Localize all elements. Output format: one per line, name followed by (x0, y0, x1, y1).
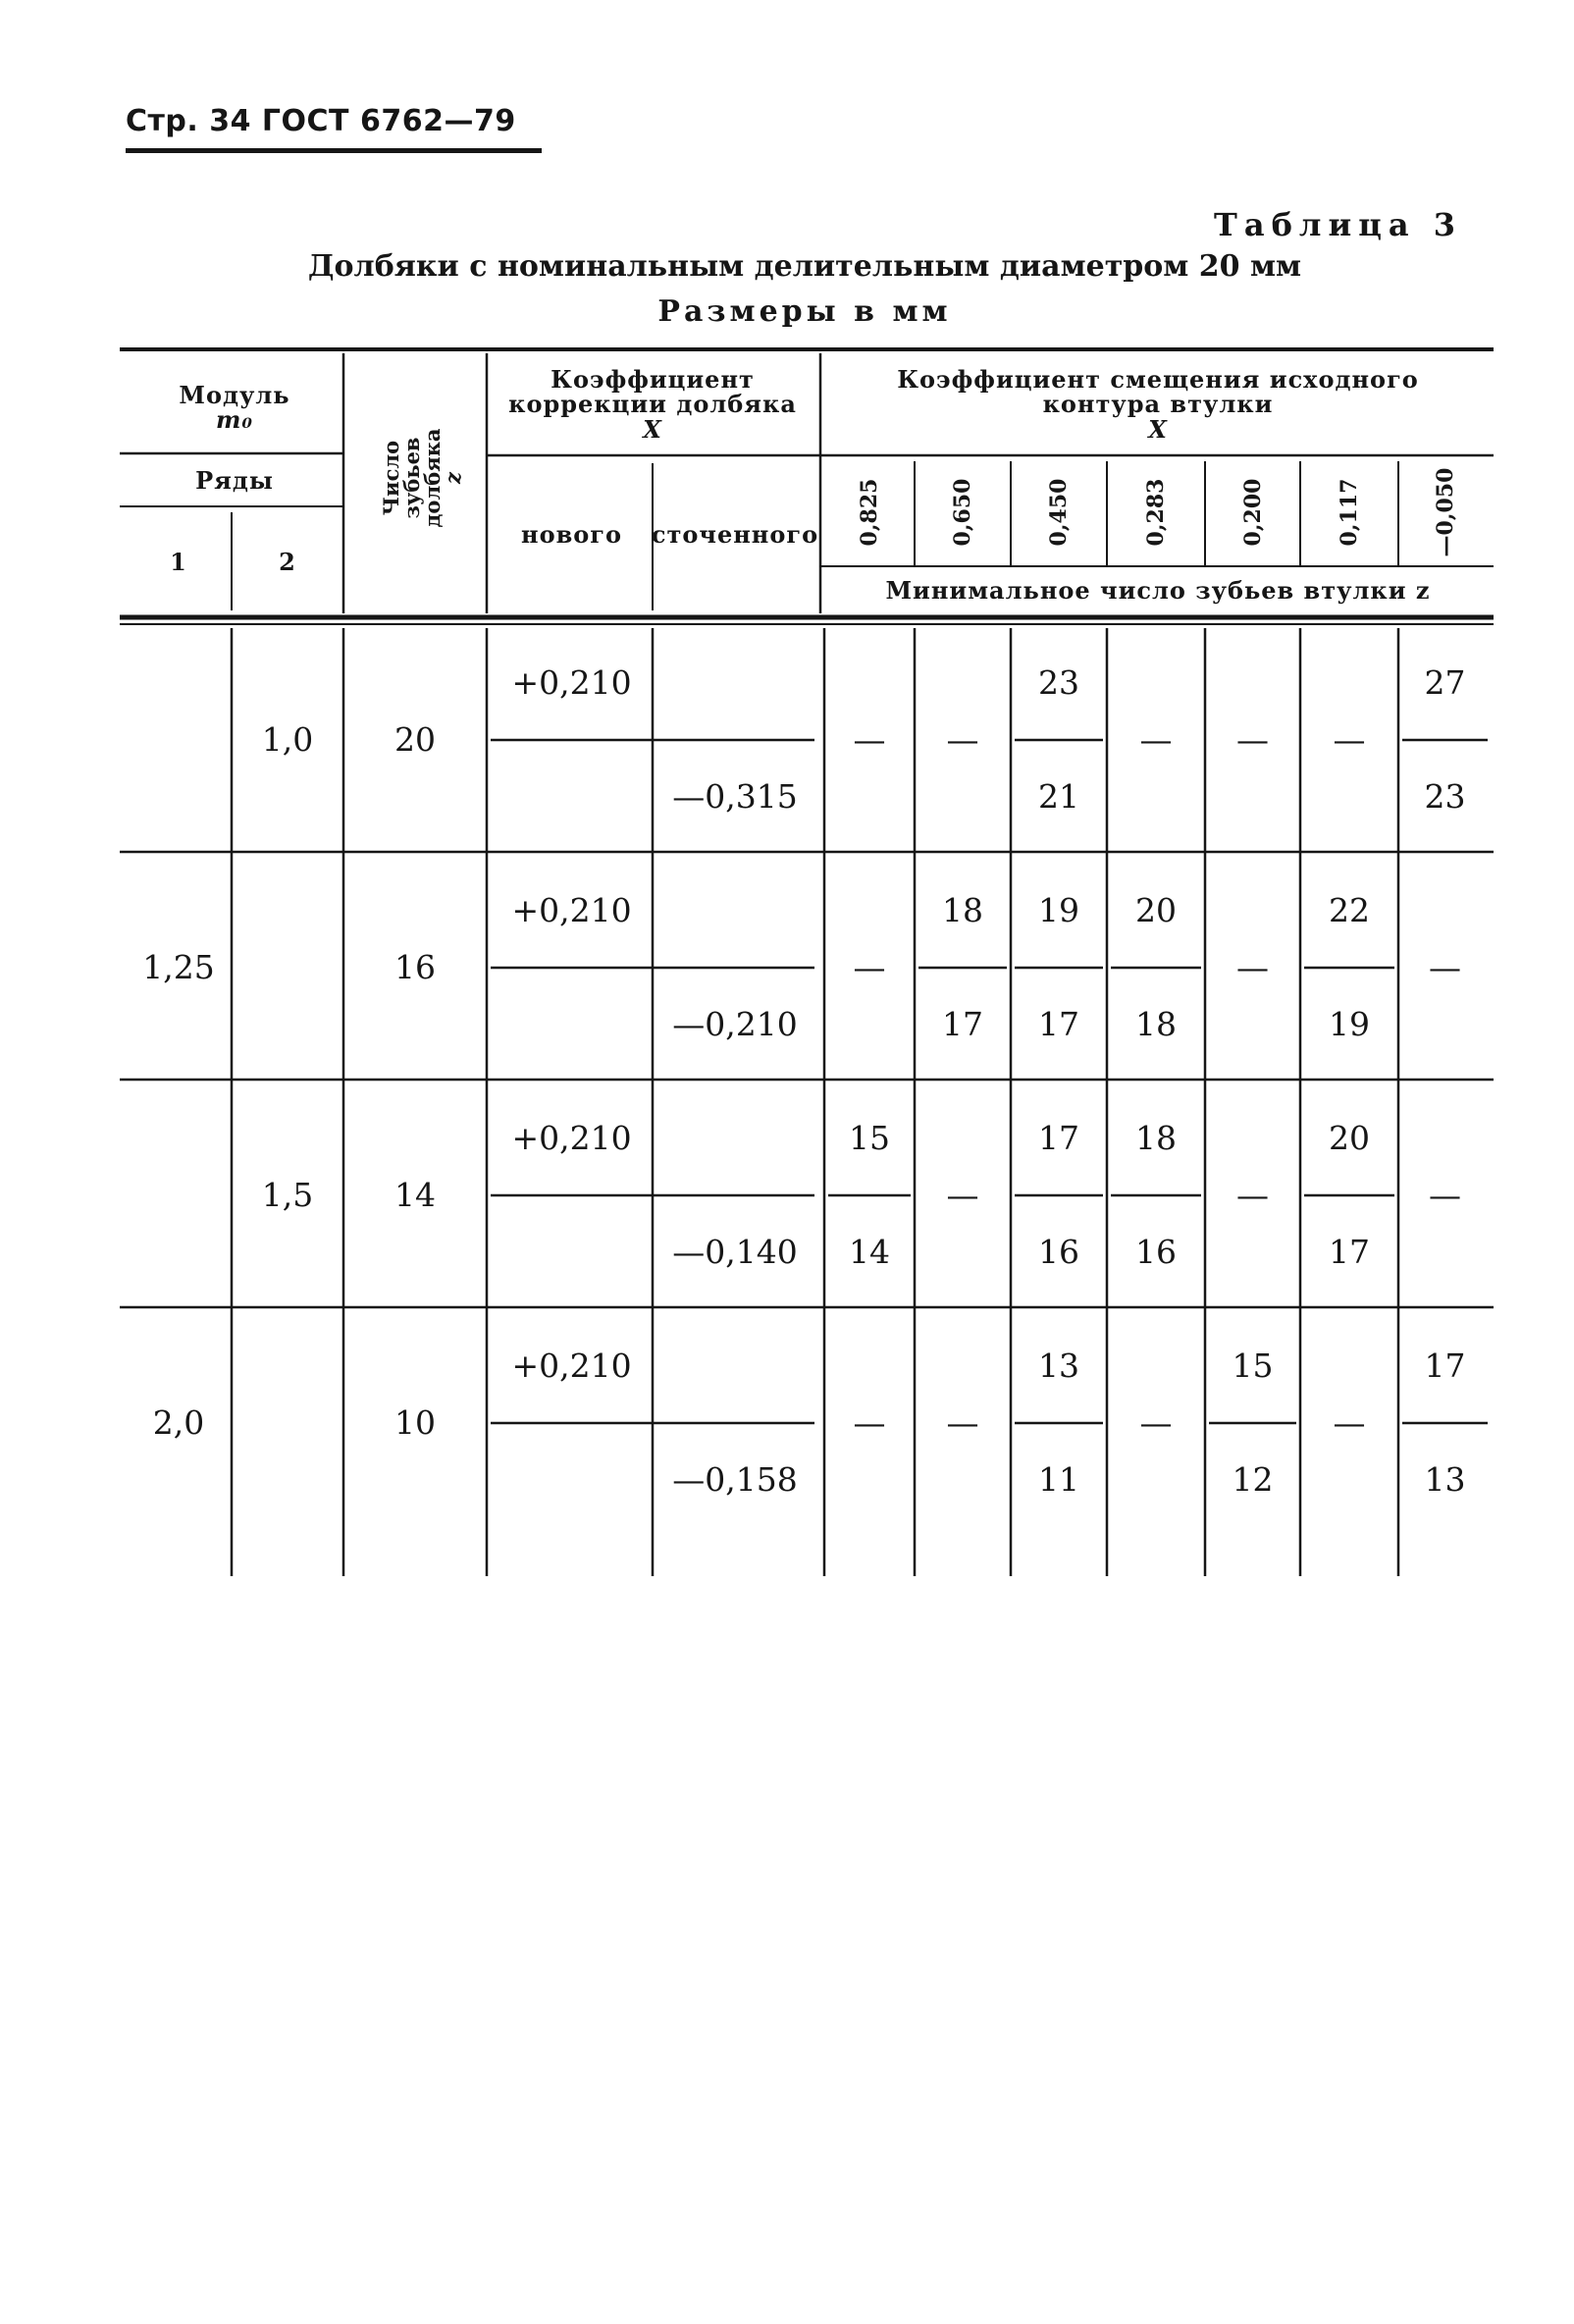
module-row1-value: 2,0 (152, 1402, 205, 1442)
min-teeth-bottom: 12 (1232, 1459, 1274, 1499)
ground-header: сточенного (651, 520, 819, 550)
min-teeth-top: 18 (942, 890, 983, 929)
empty-dash: — (1333, 719, 1366, 759)
row2-label: 2 (279, 548, 296, 577)
new-coefficient: +0,210 (511, 890, 632, 929)
teeth-value: 16 (394, 947, 436, 986)
min-teeth-bottom: 17 (1329, 1232, 1370, 1271)
shift-value-header: 0,283 (1143, 478, 1169, 547)
row1-label: 1 (170, 548, 187, 577)
min-teeth-bottom: 16 (1038, 1232, 1079, 1271)
empty-dash: — (853, 719, 886, 759)
empty-dash: — (1139, 1402, 1173, 1442)
new-header: нового (521, 520, 622, 550)
min-teeth-bottom: 14 (849, 1232, 890, 1271)
min-teeth-header: Минимальное число зубьев втулки z (885, 576, 1431, 606)
shift-value-header: 0,200 (1239, 478, 1266, 547)
empty-dash: — (1333, 1402, 1366, 1442)
shift-value-header: 0,650 (950, 478, 975, 547)
teeth-value: 14 (394, 1175, 436, 1214)
empty-dash: — (1236, 947, 1269, 986)
correction-header (491, 355, 814, 453)
min-teeth-bottom: 17 (942, 1004, 983, 1043)
correction-symbol: X (643, 414, 662, 444)
module-header (126, 363, 343, 451)
min-teeth-top: 13 (1038, 1346, 1079, 1385)
min-teeth-top: 22 (1329, 890, 1370, 929)
min-teeth-top: 18 (1135, 1118, 1177, 1157)
empty-dash: — (1236, 719, 1269, 759)
empty-dash: — (946, 1402, 979, 1442)
min-teeth-top: 20 (1329, 1118, 1370, 1157)
teeth-symbol: z (441, 472, 465, 484)
min-teeth-top: 23 (1038, 662, 1079, 702)
empty-dash: — (1139, 719, 1173, 759)
min-teeth-top: 17 (1424, 1346, 1466, 1385)
correction-title: Коэффициент коррекции долбяка (508, 365, 797, 419)
empty-dash: — (946, 719, 979, 759)
teeth-value: 20 (394, 719, 436, 759)
min-teeth-bottom: 16 (1135, 1232, 1177, 1271)
rows-label: Ряды (195, 466, 274, 496)
ground-coefficient: —0,140 (672, 1232, 798, 1271)
min-teeth-top: 19 (1038, 890, 1079, 929)
min-teeth-bottom: 23 (1424, 776, 1466, 816)
min-teeth-top: 20 (1135, 890, 1177, 929)
new-coefficient: +0,210 (511, 662, 632, 702)
empty-dash: — (853, 1402, 886, 1442)
shift-value-header: 0,450 (1046, 478, 1072, 547)
new-coefficient: +0,210 (511, 1346, 632, 1385)
min-teeth-bottom: 17 (1038, 1004, 1079, 1043)
teeth-value: 10 (394, 1402, 436, 1442)
module-row1-value (126, 1082, 232, 1309)
units-note: Размеры в мм (657, 294, 952, 329)
module-row2-value: 1,0 (261, 719, 314, 759)
empty-dash: — (853, 947, 886, 986)
shift-value-header: 0,825 (857, 478, 882, 547)
shift-value-header: —0,050 (1432, 467, 1458, 557)
empty-dash: — (946, 1175, 979, 1214)
min-teeth-top: 15 (1232, 1346, 1274, 1385)
page-header: Стр. 34 ГОСТ 6762—79 (126, 104, 516, 138)
ground-coefficient: —0,315 (672, 776, 798, 816)
module-row1-value (126, 626, 232, 854)
empty-dash: — (1429, 947, 1461, 986)
table-caption: Долбяки с номинальным делительным диаметром 20 мм (307, 249, 1302, 284)
min-teeth-bottom: 13 (1424, 1459, 1466, 1499)
module-symbol: m₀ (216, 405, 253, 434)
teeth-count-header (379, 404, 465, 552)
min-teeth-bottom: 21 (1038, 776, 1079, 816)
min-teeth-bottom: 18 (1135, 1004, 1177, 1043)
ground-coefficient: —0,210 (672, 1004, 798, 1043)
min-teeth-top: 17 (1038, 1118, 1079, 1157)
empty-dash: — (1429, 1175, 1461, 1214)
min-teeth-top: 27 (1424, 662, 1466, 702)
new-coefficient: +0,210 (511, 1118, 632, 1157)
min-teeth-top: 15 (849, 1118, 890, 1157)
ground-coefficient: —0,158 (672, 1459, 798, 1499)
shift-header (824, 355, 1492, 453)
min-teeth-bottom: 11 (1038, 1459, 1079, 1499)
header-rule (126, 148, 542, 153)
shift-value-header: 0,117 (1337, 478, 1362, 547)
empty-dash: — (1236, 1175, 1269, 1214)
teeth-count-label: Число зубьев долбяка (379, 428, 445, 528)
module-title: Модуль (179, 380, 290, 409)
module-row1-value: 1,25 (142, 947, 215, 986)
module-row2-value (232, 1309, 343, 1537)
module-row2-value (232, 854, 343, 1082)
module-row2-value: 1,5 (261, 1175, 314, 1214)
table-number: Таблица 3 (1214, 206, 1462, 243)
shift-symbol: X (1148, 414, 1168, 444)
min-teeth-bottom: 19 (1329, 1004, 1370, 1043)
shift-title: Коэффициент смещения исходного контура втулки (897, 365, 1419, 419)
